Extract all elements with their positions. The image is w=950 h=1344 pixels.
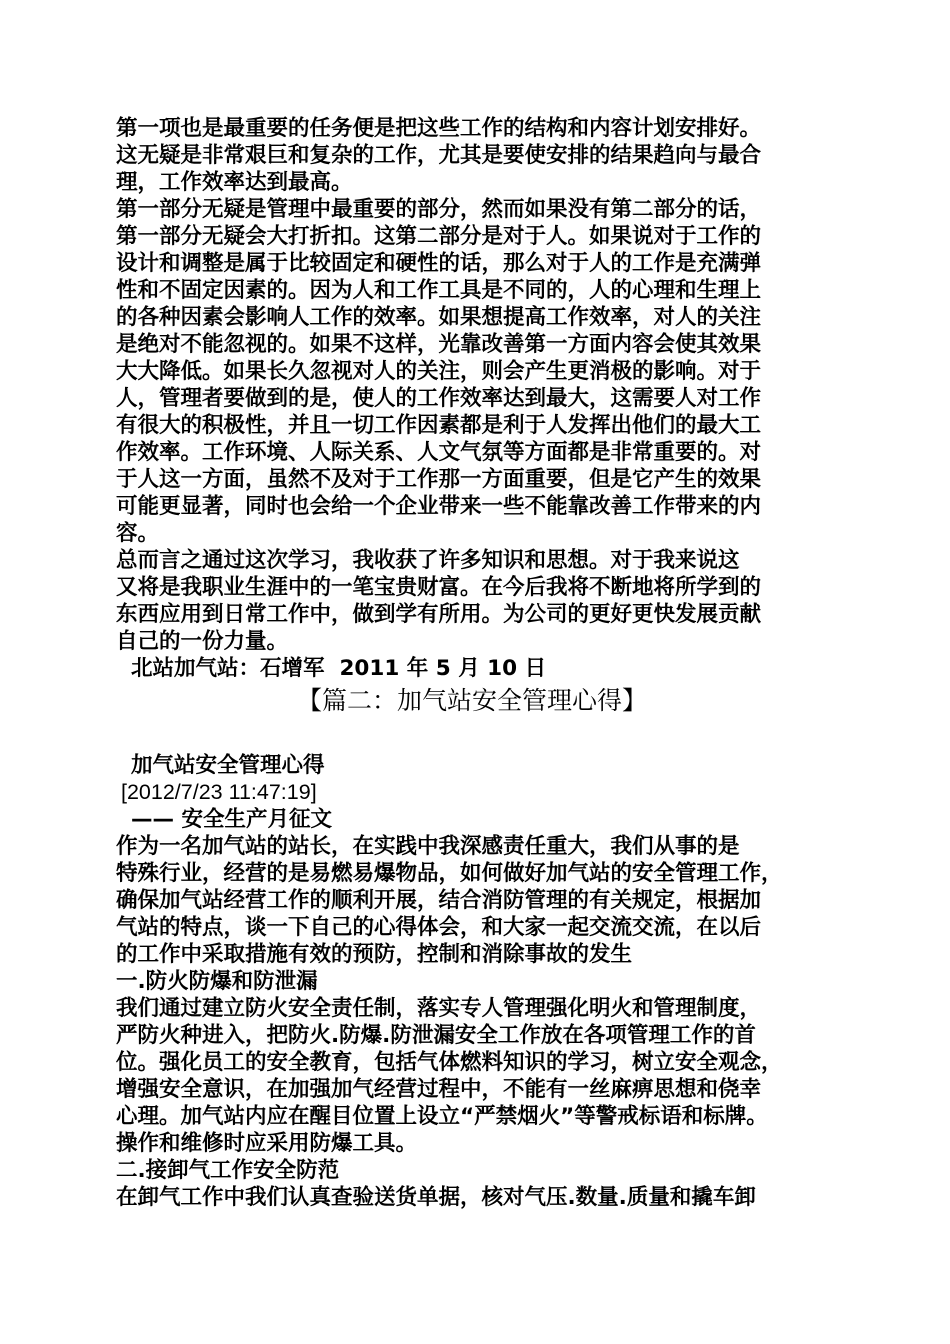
text-line: 位。强化员工的安全教育，包括气体燃料知识的学习，树立安全观念，: [116, 1050, 783, 1075]
text-line: 心理。加气站内应在醒目位置上设立“严禁烟火”等警戒标语和标牌。: [116, 1104, 768, 1129]
text-line: 自己的一份力量。: [116, 629, 289, 654]
text-line: 作效率。工作环境、人际关系、人文气氛等方面都是非常重要的。对: [116, 440, 762, 465]
signature-line: 北站加气站：石增军 2011 年 5 月 10 日: [116, 656, 547, 681]
text-line: 气站的特点，谈一下自己的心得体会，和大家一起交流交流，在以后: [116, 915, 762, 940]
document-body: [116, 115, 838, 1211]
text-line: 是绝对不能忽视的。如果不这样，光靠改善第一方面内容会使其效果: [116, 332, 762, 357]
text-line: 增强安全意识，在加强加气经营过程中，不能有一丝麻痹思想和侥幸: [116, 1077, 762, 1102]
paragraph-intro: [116, 833, 838, 968]
text-line: 性和不固定因素的。因为人和工作工具是不同的，人的心理和生理上: [116, 278, 762, 303]
text-line: 东西应用到日常工作中，做到学有所用。为公司的更好更快发展贡献: [116, 602, 762, 627]
text-line: 又将是我职业生涯中的一笔宝贵财富。在今后我将不断地将所学到的: [116, 575, 762, 600]
section-heading: 二.接卸气工作安全防范: [116, 1158, 340, 1183]
paragraph-unloading: [116, 1184, 838, 1211]
section-title: 【篇二：加气站安全管理心得】: [296, 686, 647, 715]
text-line: 操作和维修时应采用防爆工具。: [116, 1131, 418, 1156]
paragraph-people-management: [116, 196, 838, 547]
text-line: 作为一名加气站的站长，在实践中我深感责任重大，我们从事的是: [116, 834, 740, 859]
paragraph-fire-prevention: [116, 995, 838, 1157]
text-line: 大大降低。如果长久忽视对人的关注，则会产生更消极的影响。对于: [116, 359, 762, 384]
text-line: 容。: [116, 521, 160, 546]
text-line: 这无疑是非常艰巨和复杂的工作，尤其是要使安排的结果趋向与最合: [116, 143, 762, 168]
article-title: 加气站安全管理心得: [116, 753, 325, 778]
text-line: 第一项也是最重要的任务便是把这些工作的结构和内容计划安排好。: [116, 116, 762, 141]
blank-line: [116, 724, 838, 752]
text-line: 严防火种进入，把防火.防爆.防泄漏安全工作放在各项管理工作的首: [116, 1023, 756, 1048]
text-line: 总而言之通过这次学习，我收获了许多知识和思想。对于我来说这: [116, 548, 740, 573]
text-line: 人，管理者要做到的是，使人的工作效率达到最大，这需要人对工作: [116, 386, 762, 411]
text-line: 第一部分无疑会大打折扣。这第二部分是对于人。如果说对于工作的: [116, 224, 762, 249]
text-line: 特殊行业，经营的是易燃易爆物品，如何做好加气站的安全管理工作，: [116, 861, 783, 886]
text-line: 设计和调整是属于比较固定和硬性的话，那么对于人的工作是充满弹: [116, 251, 762, 276]
text-line: 的工作中采取措施有效的预防，控制和消除事故的发生: [116, 942, 633, 967]
text-line: 可能更显著，同时也会给一个企业带来一些不能靠改善工作带来的内: [116, 494, 762, 519]
text-line: 的各种因素会影响人工作的效率。如果想提高工作效率，对人的关注: [116, 305, 762, 330]
text-line: 在卸气工作中我们认真查验送货单据，核对气压.数量.质量和撬车卸: [116, 1185, 756, 1210]
paragraph-conclusion: [116, 547, 838, 655]
text-line: 有很大的积极性，并且一切工作因素都是利于人发挥出他们的最大工: [116, 413, 762, 438]
text-line: 确保加气站经营工作的顺利开展，结合消防管理的有关规定，根据加: [116, 888, 762, 913]
article-subtitle: —— 安全生产月征文: [116, 807, 332, 832]
text-line: 第一部分无疑是管理中最重要的部分，然而如果没有第二部分的话，: [116, 197, 762, 222]
text-line: 我们通过建立防火安全责任制，落实专人管理强化明火和管理制度，: [116, 996, 762, 1021]
text-line: 于人这一方面，虽然不及对于工作那一方面重要，但是它产生的效果: [116, 467, 762, 492]
paragraph-work-structure: [116, 115, 838, 196]
text-line: 理，工作效率达到最高。: [116, 170, 353, 195]
article-date: [2012/7/23 11:47:19]: [121, 780, 317, 804]
section-heading: 一.防火防爆和防泄漏: [116, 969, 318, 994]
